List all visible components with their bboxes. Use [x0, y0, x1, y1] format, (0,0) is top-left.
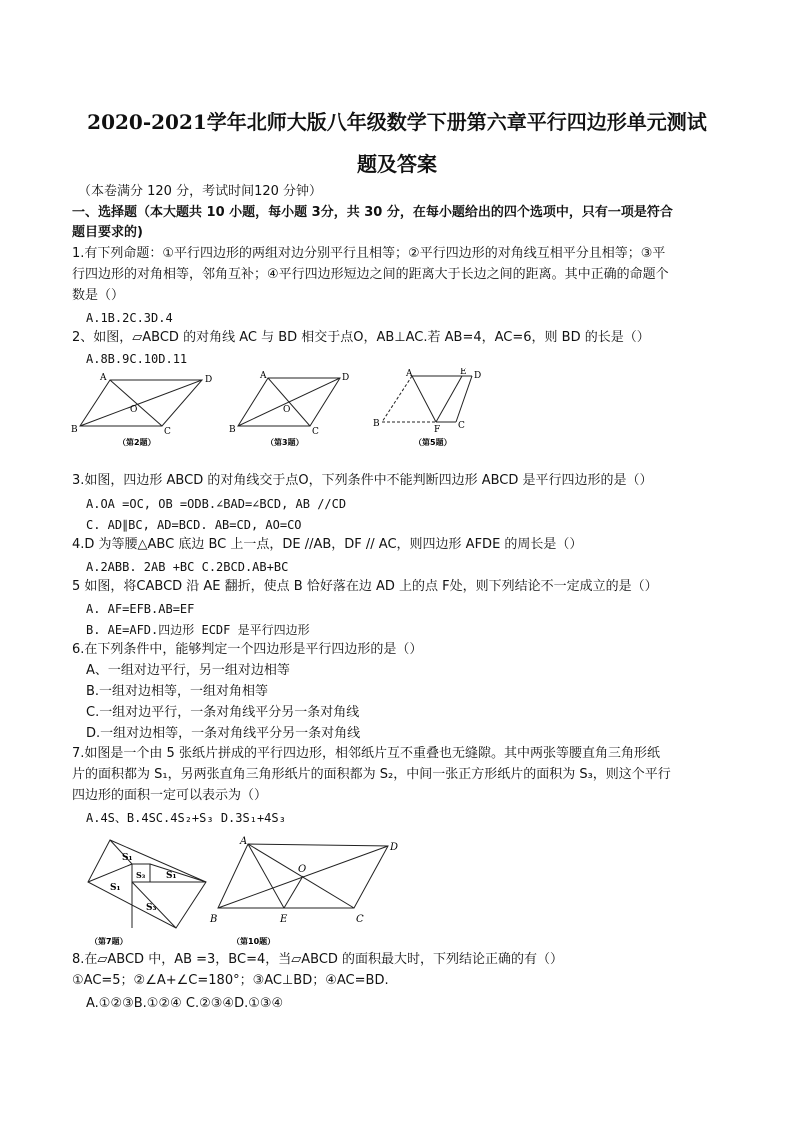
q8-options: A.①②③B.①②④ C.②③④D.①③④ [86, 996, 284, 1011]
q6-option-b: B.一组对边相等，一组对角相等 [86, 684, 269, 699]
q4-stem: 4.D 为等腰△ABC 底边 BC 上一点，DE //AB，DF // AC，则四边形 AFDE 的周长是（） [72, 537, 583, 552]
fig5-caption: （第5题） [414, 438, 452, 447]
figure-q5 [372, 368, 492, 448]
fig2-label-o: O [130, 405, 138, 415]
q6-stem: 6.在下列条件中，能够判定一个四边形是平行四边形的是（） [72, 642, 423, 657]
fig3-label-d: D [342, 373, 350, 383]
q1-stem-line2: 行四边形的对角相等，邻角互补；④平行四边形短边之间的距离大于长边之间的距离。其中正确的命题个 [72, 267, 669, 282]
q7-stem-line2: 片的面积都为 S₁，另两张直角三角形纸片的面积都为 S₂，中间一张正方形纸片的面积为 S₃，则这个平行 [72, 767, 671, 782]
fig5-label-d: D [474, 371, 482, 381]
fig10-caption: （第10题） [232, 937, 276, 946]
q6-option-a: A、一组对边平行，另一组对边相等 [86, 663, 290, 678]
q3-options-ab: A.OA =OC, OB =ODB.∠BAD=∠BCD, AB //CD [86, 497, 347, 511]
fig3-caption: （第3题） [266, 438, 304, 447]
q2-stem: 2、如图，▱ABCD 的对角线 AC 与 BD 相交于点O，AB⊥AC.若 AB=4，AC=6，则 BD 的长是（） [72, 330, 650, 345]
q8-stem: 8.在▱ABCD 中，AB =3，BC=4，当▱ABCD 的面积最大时，下列结论正确的有（） [72, 952, 564, 967]
q4-options: A.2ABB. 2AB +BC C.2BCD.AB+BC [86, 560, 289, 574]
figure-q10 [208, 832, 398, 950]
fig10-label-d: D [390, 842, 398, 853]
fig10-label-b: B [210, 914, 218, 925]
fig7-label-s3-bottom: S₃ [146, 903, 157, 913]
q6-option-d: D.一组对边相等，一条对角线平分另一条对角线 [86, 726, 361, 741]
fig3-label-c: C [312, 427, 319, 437]
figure-q7 [80, 830, 218, 950]
fig2-label-b: B [71, 425, 78, 435]
fig10-label-a: A [240, 836, 248, 847]
document-title-line1: 2020-2021学年北师大版八年级数学下册第六章平行四边形单元测试 [87, 110, 707, 134]
fig3-label-a: A [260, 371, 267, 381]
figure-q3 [228, 368, 353, 448]
q1-stem-line1: 1.有下列命题：①平行四边形的两组对边分别平行且相等；②平行四边形的对角线互相平分且相等；③平 [72, 246, 666, 261]
q3-options-cd: C. AD∥BC, AD=BCD. AB=CD, AO=CO [86, 518, 302, 532]
fig3-label-o: O [283, 405, 291, 415]
fig7-label-s1-left: S₁ [110, 883, 121, 893]
q3-stem: 3.如图，四边形 ABCD 的对角线交于点O，下列条件中不能判断四边形 ABCD 是平行四边形的是（） [72, 473, 653, 488]
q7-stem-line3: 四边形的面积一定可以表示为（） [72, 788, 268, 803]
q2-options: A.8B.9C.10D.11 [86, 352, 188, 366]
section-heading-line2: 题目要求的) [72, 225, 143, 240]
fig2-label-a: A [100, 373, 107, 383]
fig10-label-e: E [280, 914, 288, 925]
q6-option-c: C.一组对边平行，一条对角线平分另一条对角线 [86, 705, 360, 720]
fig10-label-o: O [298, 864, 307, 875]
section-heading-line1: 一、选择题（本大题共 10 小题，每小题 3分，共 30 分，在每小题给出的四个选项中，只有一项是符合 [72, 205, 673, 220]
fig2-caption: （第2题） [118, 438, 156, 447]
exam-meta: （本卷满分 120 分，考试时间120 分钟） [78, 184, 323, 199]
q5-options-cd: B. AE=AFD.四边形 ECDF 是平行四边形 [86, 623, 310, 637]
q8-items: ①AC=5；②∠A+∠C=180°；③AC⊥BD；④AC=BD. [72, 973, 389, 988]
fig7-label-s3-square: S₃ [136, 870, 146, 880]
document-title-line2: 题及答案 [357, 152, 437, 176]
fig2-label-d: D [205, 375, 213, 385]
q7-stem-line1: 7.如图是一个由 5 张纸片拼成的平行四边形，相邻纸片互不重叠也无缝隙。其中两张等腰直角三角形纸 [72, 746, 660, 761]
fig10-label-c: C [356, 914, 364, 925]
fig2-label-c: C [164, 427, 171, 437]
fig5-label-f: F [434, 425, 441, 435]
fig7-label-s1-right: S₁ [166, 871, 177, 881]
fig3-label-b: B [229, 425, 236, 435]
q5-options-ab: A. AF=EFB.AB=EF [86, 602, 195, 616]
fig5-label-a: A [406, 369, 413, 379]
fig7-label-s1-top: S₁ [122, 853, 133, 863]
fig5-label-e: E [460, 368, 467, 377]
q7-options: A.4S、B.4SC.4S₂+S₃ D.3S₁+4S₃ [86, 811, 286, 825]
q1-stem-line3: 数是（） [72, 288, 125, 303]
q1-options: A.1B.2C.3D.4 [86, 311, 173, 325]
fig5-label-c: C [458, 421, 465, 431]
figure-q2 [70, 368, 220, 448]
fig7-caption: （第7题） [90, 937, 128, 946]
fig5-label-b: B [373, 419, 380, 429]
q5-stem: 5 如图，将CABCD 沿 AE 翻折，使点 B 恰好落在边 AD 上的点 F处，则下列结论不一定成立的是（） [72, 579, 658, 594]
